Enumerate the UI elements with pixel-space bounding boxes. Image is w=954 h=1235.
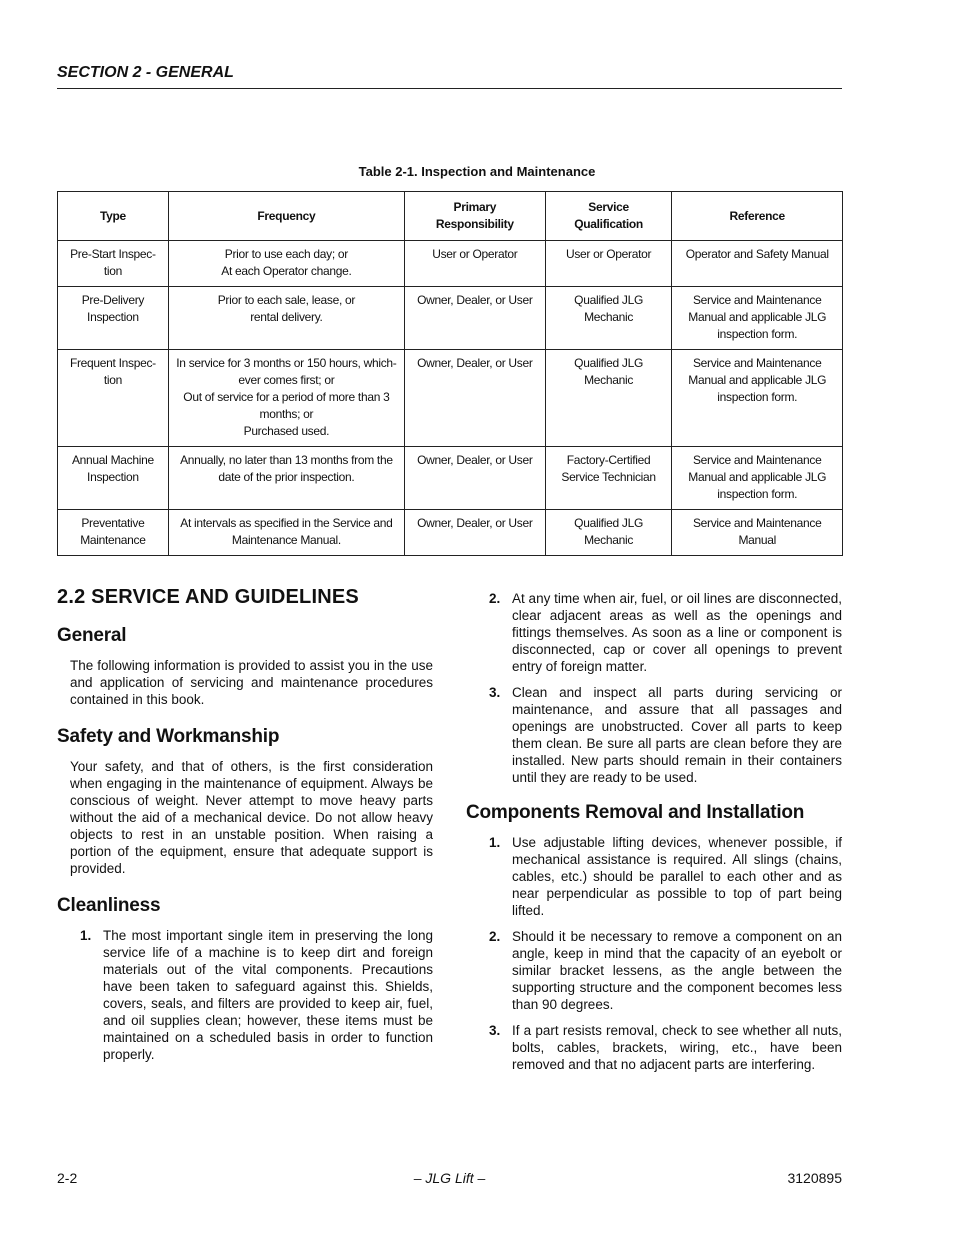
header-service-qualification: Service Qualification <box>545 192 672 241</box>
section-header: SECTION 2 - GENERAL <box>57 64 842 89</box>
list-item <box>466 590 842 675</box>
general-heading: General <box>57 625 127 646</box>
left-column <box>57 586 433 1079</box>
list-item-number: 1. <box>489 835 501 850</box>
table-title: Table 2-1. Inspection and Maintenance <box>358 164 596 179</box>
table-cell: User or Operator <box>545 241 672 287</box>
list-item-text: Clean and inspect all parts during servicing or maintenance, and assure that all passages and openings are unobstructed. Cover all parts to keep them clean. Be sure all parts are clean before they are installed. New parts should remain in their containers until they are ready to be used. <box>512 685 842 785</box>
list-item-text: At any time when air, fuel, or oil lines are disconnected, clear adjacent areas as well as the openings and fittings themselves. As soon as a line or component is disconnected, cap or cover all openings to prevent entry of foreign matter. <box>512 591 842 674</box>
table-cell: Service and Maintenance Manual and applicable JLG inspection form. <box>672 350 843 447</box>
components-heading: Components Removal and Installation <box>466 802 805 823</box>
safety-heading: Safety and Workmanship <box>57 726 280 747</box>
table-cell: Pre-Start Inspec- tion <box>58 241 169 287</box>
footer-brand: – JLG Lift – <box>413 1170 486 1186</box>
table-cell: Annual Machine Inspection <box>58 447 169 510</box>
table-row <box>58 350 843 447</box>
cleanliness-heading: Cleanliness <box>57 895 161 916</box>
list-item-text: Use adjustable lifting devices, whenever possible, if mechanical assistance is required. All slings (chains, cables, etc.) should be parallel to each other and as near perpendicular as possible to top of part being lifted. <box>512 835 842 918</box>
table-cell: Owner, Dealer, or User <box>404 510 545 556</box>
document-number: 3120895 <box>787 1170 842 1186</box>
list-item-number: 3. <box>489 685 501 700</box>
table-row <box>58 241 843 287</box>
list-item-number: 2. <box>489 929 501 944</box>
list-item-text: Should it be necessary to remove a component on an angle, keep in mind that the capacity of an eyebolt or similar bracket lessens, as the angle between the supporting structure and the component becomes less than 90 degrees. <box>512 929 842 1012</box>
cleanliness-list-continued <box>466 590 842 786</box>
table-cell: Qualified JLG Mechanic <box>545 510 672 556</box>
list-item-number: 3. <box>489 1023 501 1038</box>
header-type: Type <box>58 192 169 241</box>
table-cell: Qualified JLG Mechanic <box>545 350 672 447</box>
table-cell: Operator and Safety Manual <box>672 241 843 287</box>
table-cell: Service and Maintenance Manual and applicable JLG inspection form. <box>672 287 843 350</box>
table-cell: Owner, Dealer, or User <box>404 350 545 447</box>
section-title: 2.2 SERVICE AND GUIDELINES <box>57 586 359 608</box>
table-cell: Pre-Delivery Inspection <box>58 287 169 350</box>
list-item-text: If a part resists removal, check to see whether all nuts, bolts, cables, brackets, wiring, etc., have been removed and that no adjacent parts are interfering. <box>512 1023 842 1072</box>
table-cell: Owner, Dealer, or User <box>404 447 545 510</box>
table-cell: Preventative Maintenance <box>58 510 169 556</box>
table-cell: Annually, no later than 13 months from the date of the prior inspection. <box>168 447 404 510</box>
list-item <box>466 1022 842 1073</box>
list-item-text: The most important single item in preserving the long service life of a machine is to keep dirt and foreign materials out of the vital components. Precautions have been taken to safeguard against this. Shields, covers, seals, and filters are provided to keep air, fuel, and oil supplies clean; however, these items must be maintained on a scheduled basis in order to function properly. <box>103 928 433 1062</box>
general-text: The following information is provided to assist you in the use and application of servicing and maintenance procedures contained in this book. <box>70 658 433 707</box>
table-header-row <box>58 192 843 241</box>
table-cell: Factory-Certified Service Technician <box>545 447 672 510</box>
table-cell: At intervals as specified in the Service and Maintenance Manual. <box>168 510 404 556</box>
header-primary-responsibility: Primary Responsibility <box>404 192 545 241</box>
table-row <box>58 510 843 556</box>
table-cell: In service for 3 months or 150 hours, which- ever comes first; or Out of service for a period of more than 3 months; or Purchased used. <box>168 350 404 447</box>
right-column <box>466 590 842 1089</box>
inspection-table <box>57 191 843 556</box>
table-cell: Prior to each sale, lease, or rental delivery. <box>168 287 404 350</box>
table-row <box>58 447 843 510</box>
table-cell: Owner, Dealer, or User <box>404 287 545 350</box>
list-item <box>466 684 842 786</box>
cleanliness-list <box>57 927 433 1063</box>
list-item <box>466 834 842 919</box>
safety-text: Your safety, and that of others, is the first consideration when engaging in the maintenance of equipment. Always be conscious of weight. Never attempt to move heavy parts without the aid of a mechanical device. Do not allow heavy objects to rest in an unstable position. When raising a portion of the equipment, ensure that adequate support is provided. <box>70 759 433 876</box>
table-cell: Frequent Inspec- tion <box>58 350 169 447</box>
table-cell: Service and Maintenance Manual <box>672 510 843 556</box>
table-cell: User or Operator <box>404 241 545 287</box>
page-number: 2-2 <box>57 1170 78 1186</box>
list-item-number: 2. <box>489 591 501 606</box>
table-cell: Prior to use each day; or At each Operator change. <box>168 241 404 287</box>
header-reference: Reference <box>672 192 843 241</box>
components-list <box>466 834 842 1073</box>
list-item-number: 1. <box>80 928 92 943</box>
table-cell: Service and Maintenance Manual and applicable JLG inspection form. <box>672 447 843 510</box>
list-item <box>57 927 433 1063</box>
table-cell: Qualified JLG Mechanic <box>545 287 672 350</box>
header-frequency: Frequency <box>168 192 404 241</box>
table-row <box>58 287 843 350</box>
list-item <box>466 928 842 1013</box>
